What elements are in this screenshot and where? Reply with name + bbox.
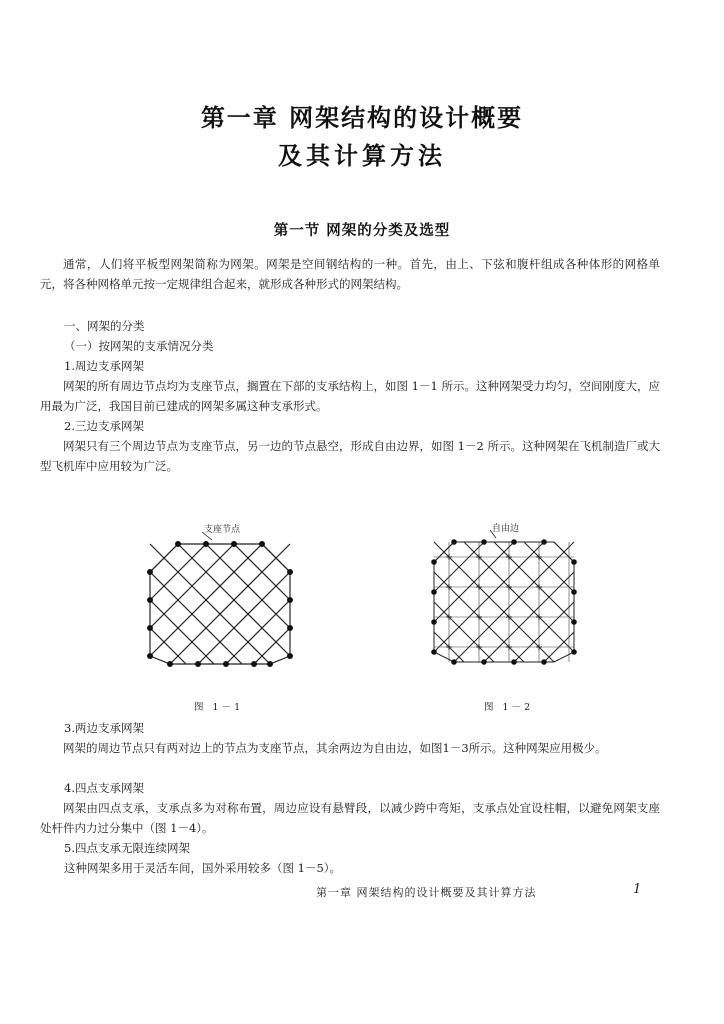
item3-text: 网架的周边节点只有两对边上的节点为支座节点，其余两边为自由边，如图1－3所示。这种网架应用极少。 [63, 741, 607, 755]
section-title: 第一节 网架的分类及选型 [273, 223, 451, 239]
item2-text: 网架只有三个周边节点为支座节点，另一边的节点悬空，形成自由边界，如图 1－2 所示。这种网架在飞机制造厂或大型飞机库中应用较为广泛。 [40, 439, 660, 473]
figure-1-2-label: 自由边 [492, 524, 520, 534]
heading-classification: 一、网架的分类 [64, 319, 145, 333]
figure-1-1-label: 支座节点 [204, 525, 241, 535]
running-footer: 第一章 网架结构的设计概要及其计算方法 [316, 886, 537, 899]
chapter-title-line1: 第一章 网架结构的设计概要 [200, 104, 524, 132]
figure-1-1-grid [150, 544, 290, 664]
figure-1-2-grid [434, 542, 574, 662]
item5-text: 这种网架多用于灵活车间，国外采用较多（图 1－5）。 [64, 861, 342, 875]
heading-support-classification: （一）按网架的支承情况分类 [64, 339, 214, 353]
figure-1-1-diagram [140, 522, 300, 678]
item1-text: 网架的所有周边节点均为支座节点，搁置在下部的支承结构上，如图 1－1 所示。这种网架受力均匀，空间刚度大，应用最为广泛，我国目前已建成的网架多属这种支承形式。 [40, 379, 660, 413]
figure-1-2-caption: 图 1－2 [484, 702, 534, 713]
item1-title: 1.周边支承网架 [64, 359, 144, 373]
figure-1-2-diagram [424, 522, 584, 672]
item3-title: 3.两边支承网架 [64, 721, 144, 735]
item4-title: 4.四点支承网架 [64, 781, 144, 795]
item5-title: 5.四点支承无限连续网架 [64, 841, 190, 855]
chapter-title-line2: 及其计算方法 [278, 142, 446, 170]
intro-paragraph: 通常，人们将平板型网架简称为网架。网架是空间钢结构的一种。首先，由上、下弦和腹杆组成各种体形的网格单元，将各种网格单元按一定规律组合起来，就形成各种形式的网架结构。 [40, 257, 660, 291]
item4-text: 网架由四点支承，支承点多为对称布置，周边应设有悬臂段，以减少跨中弯矩，支承点处宜设柱帽，以避免网架支座处杆件内力过分集中（图 1－4）。 [40, 801, 660, 835]
figure-1-2-support-nodes [431, 539, 577, 665]
item2-title: 2.三边支承网架 [64, 419, 144, 433]
figure-1-1-support-nodes [147, 541, 293, 667]
figure-1-1-caption: 图 1－1 [194, 702, 244, 713]
page-number: 1 [633, 882, 642, 897]
